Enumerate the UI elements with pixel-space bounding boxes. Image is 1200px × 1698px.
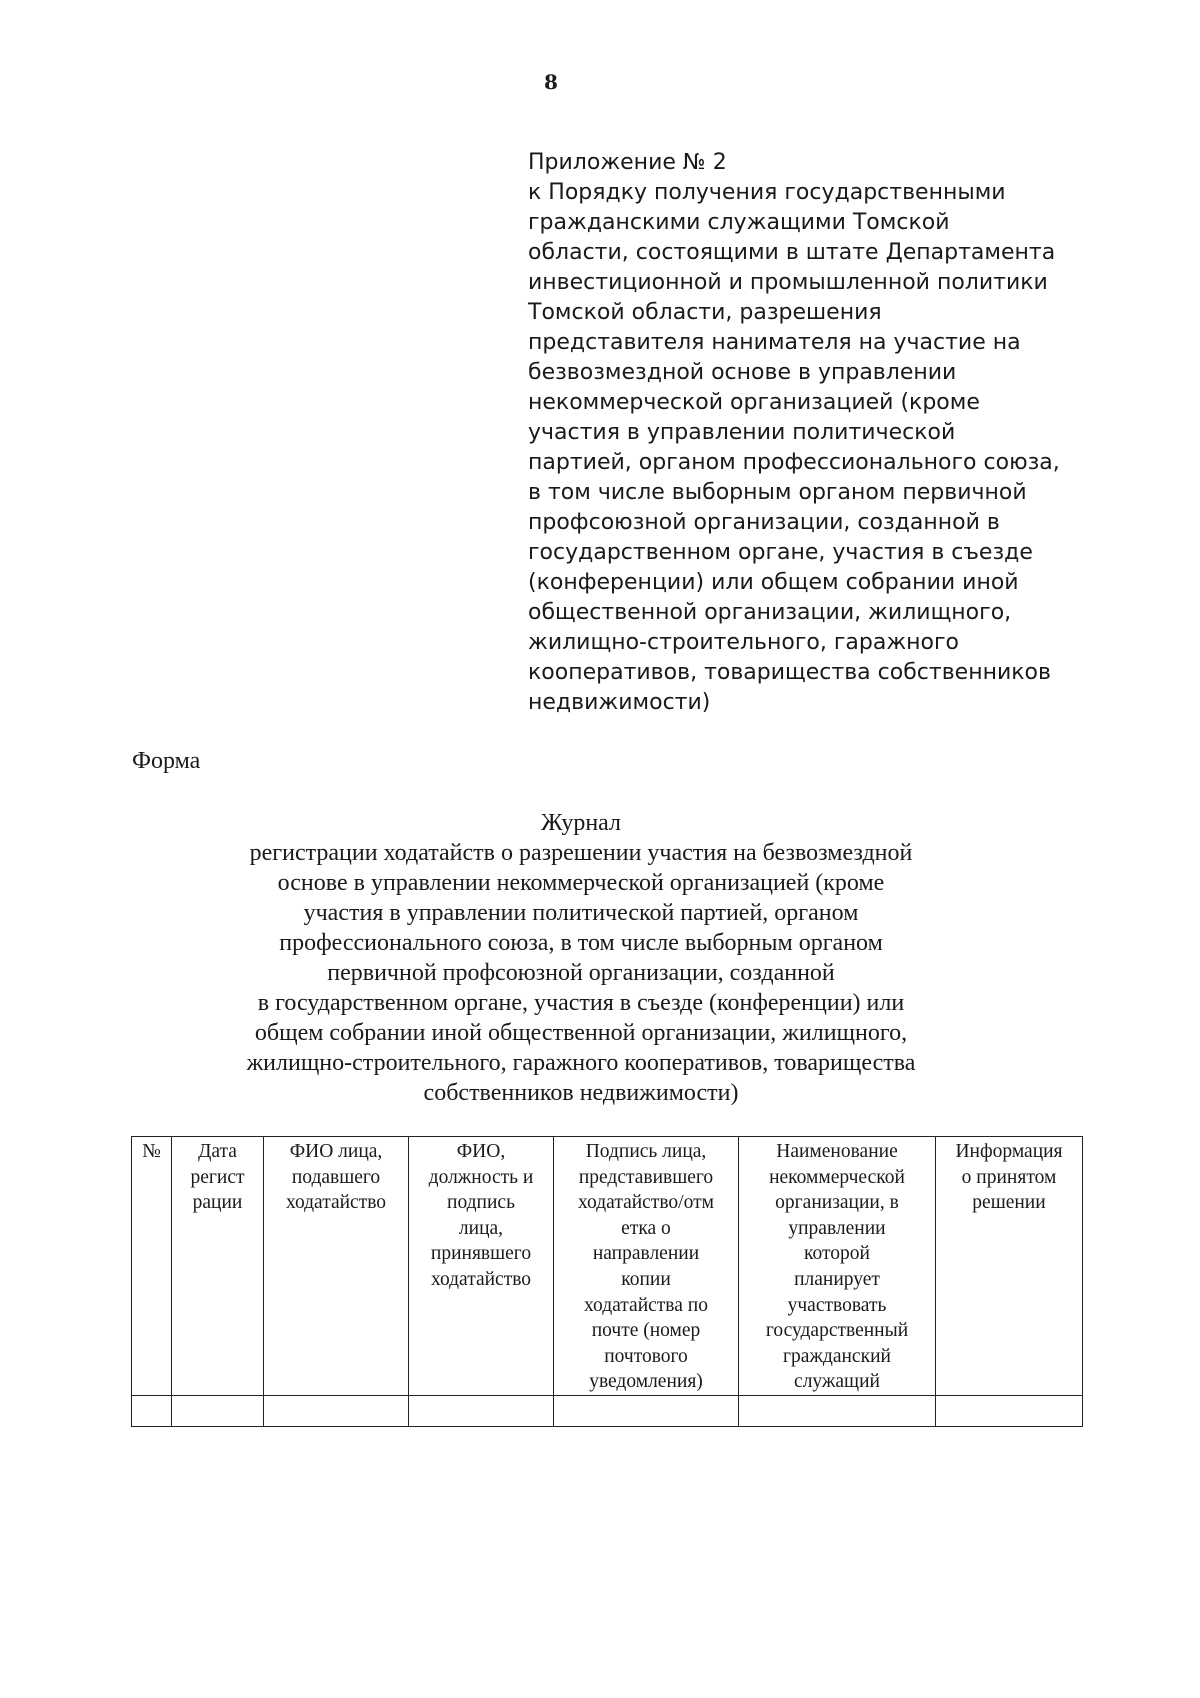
header-line: Подпись лица,: [585, 1141, 707, 1162]
header-line: направлении: [592, 1243, 700, 1265]
column-header-applicant-name: [264, 1137, 409, 1396]
appendix-line: гражданскими служащими Томской: [528, 210, 950, 235]
header-line: копии: [621, 1268, 671, 1290]
appendix-line: представителя нанимателя на участие на: [528, 330, 1021, 355]
table-row: [132, 1396, 1083, 1427]
appendix-line: недвижимости): [528, 690, 711, 715]
appendix-line: жилищно-строительного, гаражного: [528, 630, 960, 655]
header-line: о принятом: [961, 1166, 1057, 1188]
header-line: етка о: [621, 1217, 671, 1239]
header-line: некоммерческой: [769, 1166, 905, 1188]
header-line: уведомления): [589, 1371, 703, 1393]
header-line: участвовать: [787, 1294, 887, 1316]
header-line: Дата: [198, 1141, 237, 1162]
header-line: должность и: [428, 1166, 534, 1188]
journal-subtitle-line: первичной профсоюзной организации, созданной: [327, 960, 835, 986]
header-line: рации: [192, 1192, 243, 1214]
header-line: ходатайства по: [584, 1294, 708, 1316]
header-line: Информация: [955, 1141, 1063, 1162]
appendix-line: участия в управлении политической: [528, 420, 956, 445]
table-cell: [172, 1396, 264, 1427]
appendix-line: в том числе выборным органом первичной: [528, 480, 1027, 505]
journal-subtitle-line: основе в управлении некоммерческой организацией (кроме: [277, 870, 885, 896]
header-line: ФИО лица,: [289, 1141, 383, 1162]
header-line: почтового: [604, 1345, 688, 1367]
header-line: почте (номер: [591, 1320, 701, 1342]
journal-subtitle-line: собственников недвижимости): [423, 1080, 739, 1106]
table-cell: [739, 1396, 936, 1427]
table-cell: [264, 1396, 409, 1427]
journal-subtitle-line: профессионального союза, в том числе выборным органом: [279, 930, 883, 956]
header-line: планирует: [794, 1268, 880, 1290]
table-cell: [554, 1396, 739, 1427]
header-line: которой: [804, 1243, 870, 1265]
column-header-organization-name: [739, 1137, 936, 1396]
appendix-line: профсоюзной организации, созданной в: [528, 510, 1000, 535]
header-line: подавшего: [291, 1166, 381, 1188]
header-line: Наименование: [776, 1141, 898, 1162]
header-line: №: [142, 1141, 161, 1162]
journal-subtitle-line: жилищно-строительного, гаражного кооперативов, товарищества: [246, 1050, 916, 1076]
column-header-decision-info: [936, 1137, 1083, 1396]
header-line: принявшего: [430, 1243, 532, 1265]
form-label: Форма: [132, 748, 201, 774]
header-line: решении: [972, 1192, 1046, 1214]
table-header-row: [132, 1137, 1083, 1396]
appendix-line: кооперативов, товарищества собственников: [528, 660, 1051, 685]
header-line: представившего: [578, 1166, 714, 1188]
appendix-line: (конференции) или общем собрании иной: [528, 570, 1019, 595]
column-header-registration-date: [172, 1137, 264, 1396]
table-cell: [936, 1396, 1083, 1427]
header-line: служащий: [794, 1371, 880, 1393]
header-line: ходатайство: [285, 1192, 387, 1214]
header-line: лица,: [458, 1217, 504, 1239]
header-line: регист: [190, 1166, 245, 1188]
appendix-line: инвестиционной и промышленной политики: [528, 270, 1048, 295]
table-cell: [409, 1396, 554, 1427]
appendix-line: Томской области, разрешения: [528, 300, 882, 325]
appendix-line: некоммерческой организацией (кроме: [528, 390, 980, 415]
appendix-line: государственном органе, участия в съезде: [528, 540, 1033, 565]
column-header-number: [132, 1137, 172, 1396]
header-line: организации, в: [775, 1192, 899, 1214]
column-header-applicant-signature: [554, 1137, 739, 1396]
header-line: государственный: [765, 1320, 909, 1342]
header-line: ФИО,: [456, 1141, 506, 1162]
header-line: гражданский: [783, 1345, 891, 1367]
appendix-line: к Порядку получения государственными: [528, 180, 1006, 205]
journal-title: Журнал: [540, 810, 621, 836]
header-line: подпись: [447, 1192, 515, 1214]
header-line: ходатайство: [430, 1268, 532, 1290]
journal-subtitle-line: в государственном органе, участия в съезде (конференции) или: [257, 990, 905, 1016]
appendix-block: [528, 148, 1060, 718]
appendix-line: области, состоящими в штате Департамента: [528, 240, 1056, 265]
appendix-line: партией, органом профессионального союза,: [528, 450, 1060, 475]
appendix-title: Приложение № 2: [528, 150, 727, 175]
header-line: управлении: [788, 1217, 886, 1239]
journal-heading: [131, 808, 1031, 1108]
column-header-receiver: [409, 1137, 554, 1396]
appendix-line: безвозмездной основе в управлении: [528, 360, 957, 385]
page-number: 8: [544, 70, 558, 94]
header-line: ходатайство/отм: [578, 1192, 714, 1214]
appendix-line: общественной организации, жилищного,: [528, 600, 1012, 625]
journal-subtitle-line: регистрации ходатайств о разрешении участия на безвозмездной: [249, 840, 913, 866]
journal-subtitle-line: участия в управлении политической партией, органом: [303, 900, 859, 926]
registration-table: [131, 1136, 1083, 1427]
table-cell: [132, 1396, 172, 1427]
journal-subtitle-line: общем собрании иной общественной организации, жилищного,: [254, 1020, 908, 1046]
